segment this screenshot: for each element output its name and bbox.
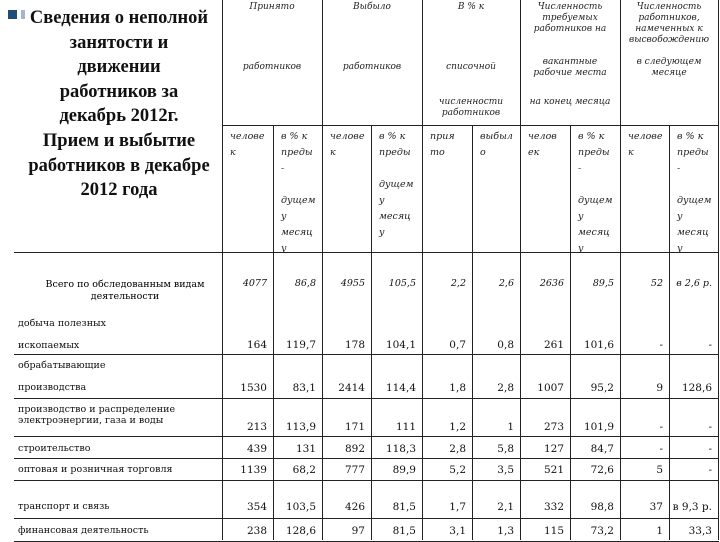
table-cell: 81,5 bbox=[392, 501, 416, 513]
header-col2: Выбыло bbox=[353, 2, 391, 12]
table-cell: 72,6 bbox=[590, 464, 614, 476]
header-divider bbox=[222, 125, 719, 126]
table-cell: 119,7 bbox=[285, 339, 316, 351]
header-col3: В % к bbox=[457, 2, 485, 12]
header-col5: Численность работников, намеченных к высвобождению bbox=[628, 2, 710, 45]
row-divider bbox=[14, 436, 719, 437]
total-cell: в 2,6 р. bbox=[676, 278, 712, 289]
table-cell: 128,6 bbox=[285, 525, 316, 537]
table-cell: 1 bbox=[656, 525, 663, 537]
col-divider bbox=[718, 0, 719, 540]
table-cell: 98,8 bbox=[590, 501, 614, 513]
header-col4: Численность требуемых работников на bbox=[533, 2, 607, 34]
total-cell: 2,6 bbox=[498, 278, 514, 289]
total-cell: 105,5 bbox=[388, 278, 416, 289]
table-cell: 111 bbox=[395, 421, 416, 433]
subheader-3: в % к преды дущем у месяц у bbox=[379, 131, 414, 238]
table-cell: 73,2 bbox=[590, 525, 614, 537]
table-cell: - bbox=[708, 443, 712, 455]
row-label: финансовая деятельность bbox=[18, 525, 149, 536]
header-row2-0: работников bbox=[242, 62, 302, 72]
table-cell: 164 bbox=[246, 339, 267, 351]
table-cell: 892 bbox=[344, 443, 365, 455]
page-title: Сведения о неполной занятости и движении работников за декабрь 2012г. Прием и выбытие работников в декабре 2012 года bbox=[28, 8, 210, 201]
header-row3-1: на конец месяца bbox=[529, 97, 611, 107]
table-cell: 521 bbox=[543, 464, 564, 476]
table-cell: 2414 bbox=[338, 382, 365, 394]
total-cell: 86,8 bbox=[294, 278, 316, 289]
table-cell: - bbox=[659, 339, 663, 351]
col-divider bbox=[472, 125, 473, 540]
total-cell: 52 bbox=[650, 278, 663, 289]
table-cell: 3,5 bbox=[497, 464, 514, 476]
table-cell: 238 bbox=[246, 525, 267, 537]
table-cell: 128,6 bbox=[681, 382, 712, 394]
table-cell: 777 bbox=[344, 464, 365, 476]
table-cell: 97 bbox=[351, 525, 365, 537]
table-cell: 332 bbox=[543, 501, 564, 513]
row-divider bbox=[14, 458, 719, 459]
table-cell: 113,9 bbox=[285, 421, 316, 433]
table-cell: 171 bbox=[344, 421, 365, 433]
table-cell: 1139 bbox=[240, 464, 267, 476]
total-cell: 4955 bbox=[340, 278, 365, 289]
col-divider bbox=[520, 0, 521, 540]
table-cell: 439 bbox=[246, 443, 267, 455]
table-cell: - bbox=[659, 443, 663, 455]
row-divider bbox=[14, 354, 719, 355]
row-label: строительство bbox=[18, 443, 91, 454]
subheader-1: в % к преды - дущем у месяц у bbox=[281, 131, 316, 254]
row-label: производство и распределение электроэнергии, газа и воды bbox=[18, 404, 176, 426]
table-cell: 1,2 bbox=[449, 421, 466, 433]
header-row2-4: в следующем месяце bbox=[636, 57, 702, 78]
table-cell: 5 bbox=[656, 464, 663, 476]
table-cell: 118,3 bbox=[385, 443, 416, 455]
table-cell: 9 bbox=[656, 382, 663, 394]
row-label: транспорт и связь bbox=[18, 501, 110, 512]
table-cell: 1 bbox=[507, 421, 514, 433]
table-cell: 1007 bbox=[537, 382, 564, 394]
table-cell: 103,5 bbox=[285, 501, 316, 513]
header-row3-0: численности работников bbox=[438, 97, 504, 118]
table-cell: в 9,3 р. bbox=[672, 501, 712, 513]
col-divider bbox=[222, 0, 223, 540]
table-cell: 426 bbox=[344, 501, 365, 513]
table-cell: 2,8 bbox=[449, 443, 466, 455]
table-cell: 127 bbox=[543, 443, 564, 455]
total-cell: 2636 bbox=[539, 278, 564, 289]
row-divider bbox=[14, 518, 719, 519]
row-label: оптовая и розничная торговля bbox=[18, 464, 173, 475]
subheader-2: челове к bbox=[330, 131, 365, 158]
col-divider bbox=[422, 0, 423, 540]
row-label: добыча полезных ископаемых bbox=[18, 318, 106, 351]
row-divider bbox=[14, 398, 719, 399]
subheader-7: в % к преды - дущем у месяц у bbox=[578, 131, 613, 254]
col-divider bbox=[322, 0, 323, 540]
col-divider bbox=[620, 0, 621, 540]
table-cell: 115 bbox=[543, 525, 564, 537]
table-cell: 37 bbox=[649, 501, 663, 513]
table-cell: 83,1 bbox=[292, 382, 316, 394]
subheader-9: в % к преды - дущем у месяц у bbox=[677, 131, 712, 254]
table-cell: 0,8 bbox=[497, 339, 514, 351]
table-cell: 104,1 bbox=[385, 339, 416, 351]
table-cell: 1530 bbox=[240, 382, 267, 394]
total-cell: 4077 bbox=[242, 278, 267, 289]
table-cell: 84,7 bbox=[590, 443, 614, 455]
table-cell: 213 bbox=[246, 421, 267, 433]
total-cell: 89,5 bbox=[592, 278, 614, 289]
col-divider bbox=[570, 125, 571, 540]
table-cell: 89,9 bbox=[392, 464, 416, 476]
table-cell: - bbox=[708, 464, 712, 476]
table-cell: 5,2 bbox=[449, 464, 466, 476]
table-cell: 261 bbox=[543, 339, 564, 351]
table-cell: 1,3 bbox=[497, 525, 514, 537]
table-cell: 0,7 bbox=[449, 339, 466, 351]
table-cell: 131 bbox=[295, 443, 316, 455]
header-row2-3: вакантные рабочие места bbox=[533, 57, 607, 78]
subheader-5: выбыл о bbox=[480, 131, 513, 158]
table-cell: 1,8 bbox=[449, 382, 466, 394]
table-cell: 178 bbox=[344, 339, 365, 351]
table-cell: - bbox=[708, 339, 712, 351]
header-col1: Принято bbox=[249, 2, 295, 12]
table-cell: 5,8 bbox=[497, 443, 514, 455]
table-cell: 114,4 bbox=[385, 382, 416, 394]
table-cell: 273 bbox=[543, 421, 564, 433]
total-row-label: Всего по обследованным видам деятельности bbox=[45, 279, 205, 302]
col-divider bbox=[669, 125, 670, 540]
table-cell: 68,2 bbox=[292, 464, 316, 476]
subheader-8: челове к bbox=[628, 131, 663, 158]
col-divider bbox=[273, 125, 274, 540]
table-cell: 2,1 bbox=[497, 501, 514, 513]
table-cell: 3,1 bbox=[449, 525, 466, 537]
row-divider bbox=[14, 480, 719, 481]
table-cell: 95,2 bbox=[590, 382, 614, 394]
table-cell: - bbox=[659, 421, 663, 433]
table-cell: 354 bbox=[246, 501, 267, 513]
table-cell: 101,9 bbox=[583, 421, 614, 433]
table-cell: 81,5 bbox=[392, 525, 416, 537]
col-divider bbox=[371, 125, 372, 540]
subheader-0: челове к bbox=[230, 131, 265, 158]
subheader-6: челов ек bbox=[528, 131, 557, 158]
table-cell: 33,3 bbox=[688, 525, 712, 537]
subheader-4: прия то bbox=[430, 131, 455, 158]
table-cell: 2,8 bbox=[497, 382, 514, 394]
header-row2-1: работников bbox=[342, 62, 402, 72]
total-cell: 2,2 bbox=[450, 278, 466, 289]
header-row2-2: списочной bbox=[446, 62, 496, 72]
table-cell: 1,7 bbox=[449, 501, 466, 513]
row-label: обрабатывающие производства bbox=[18, 360, 106, 393]
table-cell: 101,6 bbox=[583, 339, 614, 351]
table-cell: - bbox=[708, 421, 712, 433]
